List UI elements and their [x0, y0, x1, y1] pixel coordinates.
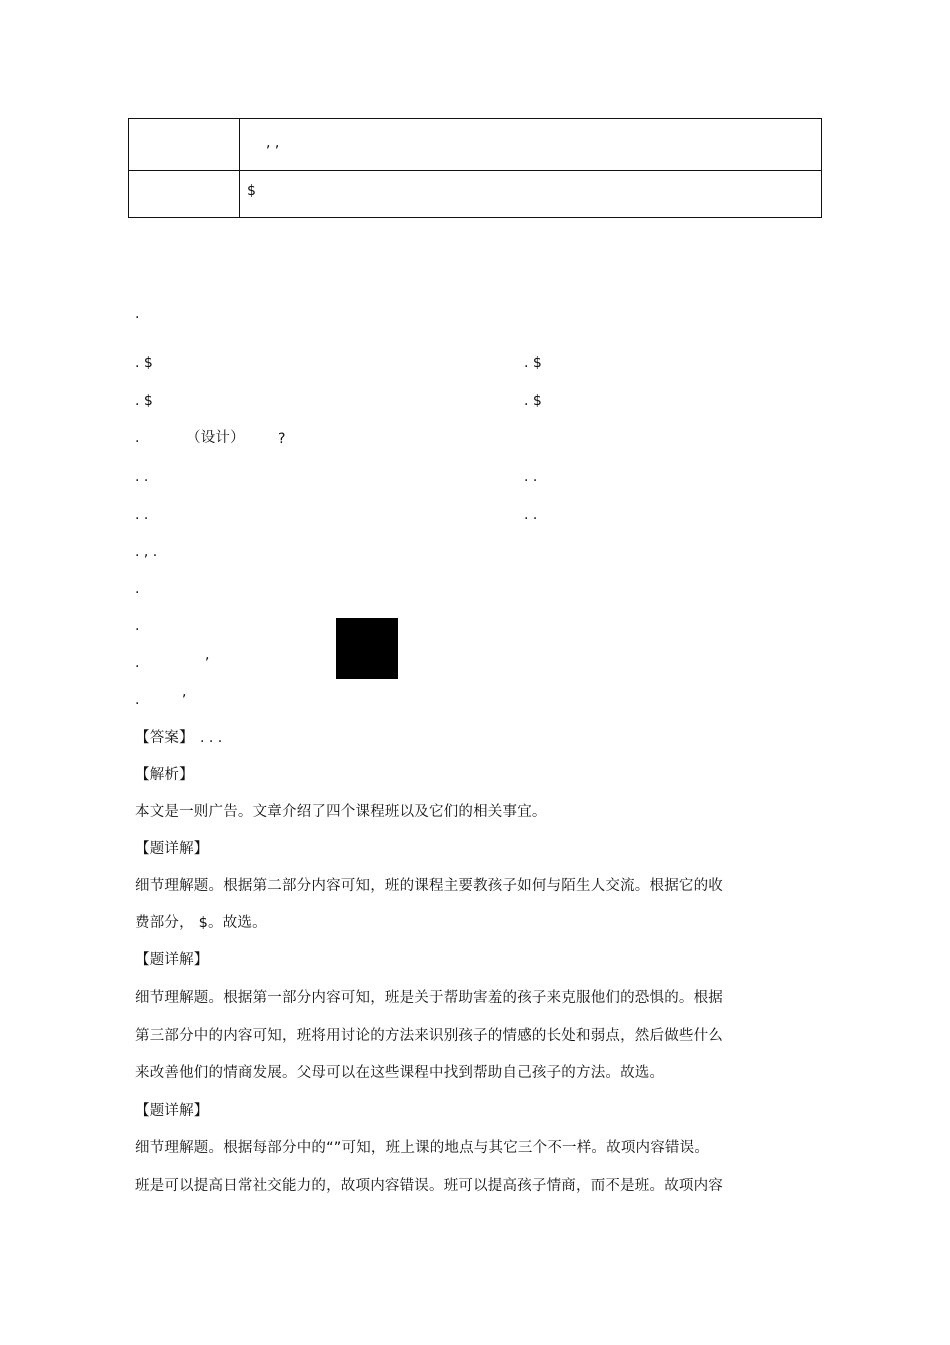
question-marker: .: [135, 306, 140, 322]
detail-label: 【题详解】: [135, 952, 209, 968]
detail-line: 第三部分中的内容可知，班将用讨论的方法来识别孩子的情感的长处和弱点，然后做些什么: [135, 1028, 723, 1044]
option-a: .: [135, 581, 140, 597]
detail-line: 来改善他们的情商发展。父母可以在这些课程中找到帮助自己孩子的方法。故选。: [135, 1065, 665, 1081]
detail-line: 细节理解题。根据第一部分内容可知，班是关于帮助害羞的孩子来克服他们的恐惧的。根据: [135, 990, 723, 1006]
table-cell-row1-right: , ,: [266, 135, 280, 151]
question-stem: . , .: [135, 544, 158, 560]
detail-line: 细节理解题。根据第二部分内容可知，班的课程主要教孩子如何与陌生人交流。根据它的收: [135, 878, 723, 894]
redacted-image-block: [336, 618, 398, 679]
option-c: .: [135, 655, 140, 671]
option-c-comma: ,: [205, 647, 210, 663]
option-c: . $: [135, 393, 153, 409]
table-cell-row2-right: $: [247, 183, 256, 199]
answer-value: . . .: [200, 730, 223, 746]
option-d: . $: [524, 393, 542, 409]
detail-line: 班是可以提高日常社交能力的，故项内容错误。班可以提高孩子情商，而不是班。故项内容: [135, 1178, 723, 1194]
option-a: . $: [135, 355, 153, 371]
option-d-comma: ,: [182, 684, 187, 700]
table-column-divider: [239, 119, 240, 217]
table-row-divider: [129, 170, 821, 171]
question-stem-marker: .: [135, 430, 140, 446]
detail-label: 【题详解】: [135, 1103, 209, 1119]
question-stem-design: （设计）: [186, 430, 245, 446]
option-a: . .: [135, 469, 149, 485]
detail-label: 【题详解】: [135, 841, 209, 857]
analysis-text: 本文是一则广告。文章介绍了四个课程班以及它们的相关事宜。: [135, 804, 547, 820]
detail-line: 细节理解题。根据每部分中的“”可知，班上课的地点与其它三个不一样。故项内容错误。: [135, 1140, 710, 1156]
option-b: .: [135, 618, 140, 634]
option-d: . .: [524, 507, 538, 523]
option-b: . .: [524, 469, 538, 485]
answer-label: 【答案】: [135, 730, 194, 746]
option-c: . .: [135, 507, 149, 523]
detail-line: 费部分， $。故选。: [135, 915, 267, 931]
option-d: .: [135, 692, 140, 708]
question-mark: ?: [278, 431, 286, 447]
info-table: [128, 118, 822, 218]
option-b: . $: [524, 355, 542, 371]
analysis-label: 【解析】: [135, 767, 194, 783]
